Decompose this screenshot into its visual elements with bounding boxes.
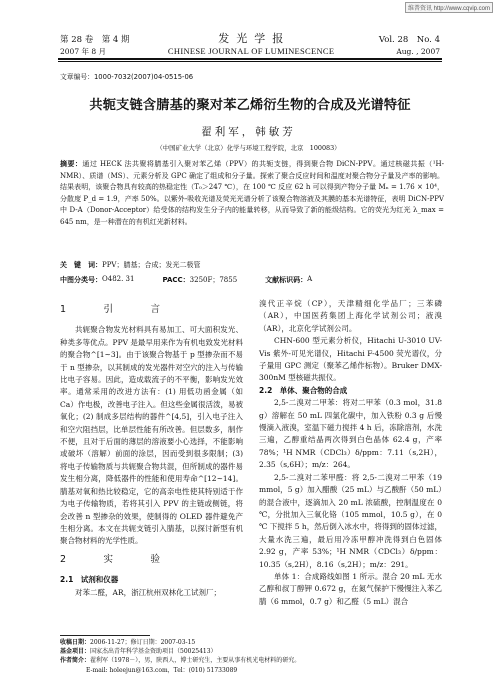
- author-bio: [60, 656, 444, 665]
- subsection-heading-reagents: 2.1 试剂和仪器: [60, 575, 119, 585]
- section-heading-experiment: 2 实 验: [60, 553, 175, 565]
- journal-name-cn: 发光学报: [218, 32, 291, 45]
- abstract-text: 通过 HECK 法共聚将腈基引入聚对苯乙烯（PPV）的共轭支链，得到聚合物 DiCN-PPV。通过核磁共振（¹H-NMR）、质谱（MS）、元素分析及 GPC 确定了组成和分子量。探索了聚合反应时间和温度对聚合物分子量及产率的影响。结果表明，该聚合物具有较高的热稳定性（T₀＞247 ℃），在 100 ℃ 反应 62 h 可以得到产物分子量 Mₙ = 1.76 × 10⁴，分散度 P_d = 1.9，产率 50%。以紫外-吸收光谱及荧光光谱分析了该聚合物溶液及其膜的基本光谱特征，表明 DiCN-PPV 中 D-A（Donor-Acceptor）给受体的结构发生分子内的能量转移，从而导致了新的能级结构。它的荧光为红光 λ_max = 645 nm，是一种潜在的有机红光新材料。: [60, 160, 444, 226]
- volume-issue: 第 28 卷 第 4 期: [60, 35, 130, 45]
- keywords: [60, 260, 444, 270]
- subsection-heading-synthesis: 2.2 单体、聚合物的合成: [259, 385, 348, 395]
- fund-info: [60, 647, 444, 656]
- left-column: [60, 298, 243, 599]
- reagents-continued-paragraph: 溴代正辛烷（CP），天津精细化学品厂；三苯磷（AR），中国医药集团上海化学试剂公司；液溴（AR），北京化学试剂公司。: [259, 299, 442, 333]
- synthesis-dialdehyde-paragraph: 2,5-二溴对二苯甲醛：将 2,5-二溴对二甲苯（19 mmol，5 g）加入醋酸（25 mL）与乙酸酐（50 mL）的混合液中，逐滴加入 20 mL 浓硫酸，控制温度在 0 ℃，分批加入三氧化铬（105 mmol，10.5 g），在 0 ℃ 下搅拌 5 h，然后倒入冰水中，将得到的固体过滤，大量水洗三遍，最后用冷冻甲醇冲洗得到白色固体 2.92 g，产率 53%；¹H NMR（CDCl₃）δ/ppm：10.35（s,2H），8.16（s,2H）；m/z：291。: [259, 472, 442, 569]
- introduction-paragraph: 共轭聚合物发光材料具有易加工、可大面积发光、种类多等优点。PPV 是最早用来作为有机电致发光材料的聚合物^[1~3]。由于该聚合物基于 p 型掺杂而不易于 n 型掺杂，以其制成的发光器件对空穴的注入与传输比电子容易。因此，造成载流子的不平衡，影响发光效率。通常采用的改进方法有：(1) 用低功函金属（如 Ca）作电极，改善电子注入。但这些金属很活泼，易被氧化；(2) 制成多层结构的器件^[4,5]，引入电子注入和空穴阻挡层，比单层性能有所改善。但层数多，制作不便，且对于后面的薄层的溶液要小心选择，不能影响或破坏（溶解）前面的涂层，因而受到很多限制；(3) 将电子传输物质与共轭聚合物共混，但所制成的器件易发生相分离，降低器件的性能和使用寿命^[12~14]。腈基对氧和热比较稳定，它的高亲电性使其特别适于作为电子传输物质，若将其引入 PPV 的主链或侧链，将会改善 n 型掺杂的效果，使制得的 OLED 器件避免产生相分离。本文在共轭支链引入腈基，以探讨新型有机聚合物材料的光学性质。: [60, 325, 243, 546]
- keywords-label: 关 键 词：: [60, 261, 102, 269]
- abstract-label: 摘要：: [60, 160, 83, 168]
- synthesis-dibromoxylene-paragraph: 2,5-二溴对二甲苯：将对二甲苯（0.3 mol，31.8 g）溶解在 50 mL 四氯化碳中，加入铁粉 0.3 g 后慢慢滴入液溴，室温下磁力搅拌 4 h 后，冻除溶剂，水洗三遍，乙醇重结晶两次得到白色晶体 62.4 g，产率 78%；¹H NMR（CDCl₃）δ/ppm：7.11（s,2H），2.35（s,6H）；m/z：264。: [259, 398, 442, 470]
- section-heading-introduction: 1 引 言: [60, 304, 175, 315]
- received-label: 收稿日期：: [60, 639, 91, 646]
- doc-code: A: [307, 275, 313, 283]
- author-bio-value: 翟利军（1978－），男，陕西人，博士研究生，主要从事有机光电材料的研究。: [90, 657, 301, 665]
- paper-title: 共轭支链含腈基的聚对苯乙烯衍生物的合成及光谱特征: [89, 98, 411, 113]
- contact-email: E-mail: holeejun@163.com，Tel：(010) 51733089: [86, 666, 238, 674]
- running-header-sub: [60, 46, 440, 57]
- article-number: 文章编号：1000-7032(2007)04-0515-06: [60, 73, 194, 81]
- keywords-text: PPV；腈基；合成；发光二极管: [102, 261, 201, 269]
- fund-label: 基金项目：: [60, 648, 91, 656]
- header-rule-thin: [58, 61, 442, 62]
- fund-value: 国家杰出青年科学基金资助项目（50025413）: [90, 648, 217, 656]
- pacc-label: PACC：: [162, 276, 190, 284]
- clc-code: O482. 31: [102, 275, 135, 283]
- header-rule-thick: [58, 58, 442, 60]
- abstract: [60, 159, 444, 229]
- author-list: 翟利军，韩敏芳: [201, 126, 296, 138]
- received-date: [60, 638, 444, 647]
- watermark-stamp: 维普资讯 http://www.cqvip.com: [405, 2, 493, 13]
- journal-name-en: CHINESE JOURNAL OF LUMINESCENCE: [167, 46, 335, 56]
- received-value: 2006-11-27；修订日期：2007-03-15: [90, 639, 196, 646]
- publish-date-en: Aug. , 2007: [396, 47, 440, 56]
- instruments-paragraph: CHN-600 型元素分析仪，Hitachi U-3010 UV-Vis 紫外-可见光谱仪，Hitachi F-4500 荧光谱仪，分子量用 GPC 测定（聚苯乙烯作标物）。Bruker DMX-300nM 型核磁共振仪。: [259, 336, 442, 383]
- pacc-code: 3250F；7855: [189, 276, 238, 284]
- publish-date-cn: 2007 年 8 月: [60, 47, 107, 56]
- synthesis-monomer-paragraph: 单体 1：合成路线如图 1 所示。混合 20 mL 无水乙醇和叔丁醇钾 0.672 g，在氮气保护下慢慢注入苯乙腈（6 mmol，0.7 g）和乙醛（5 mL）混合: [259, 571, 442, 606]
- classification-line: [60, 275, 444, 285]
- author-affiliation: （中国矿业大学（北京）化学与环境工程学院，北京 100083）: [156, 144, 341, 152]
- volume-issue-en: Vol. 28 No. 4: [378, 35, 440, 45]
- running-header: [60, 30, 440, 46]
- footnotes: [60, 638, 444, 675]
- clc-label: 中图分类号：: [60, 276, 102, 284]
- doc-code-label: 文献标识码：: [265, 276, 308, 284]
- footnote-rule: [60, 635, 150, 636]
- reagents-paragraph: 对苯二醛，AR，浙江杭州双林化工试剂厂；: [75, 587, 222, 597]
- author-bio-label: 作者简介：: [60, 657, 91, 665]
- right-column: [259, 298, 442, 608]
